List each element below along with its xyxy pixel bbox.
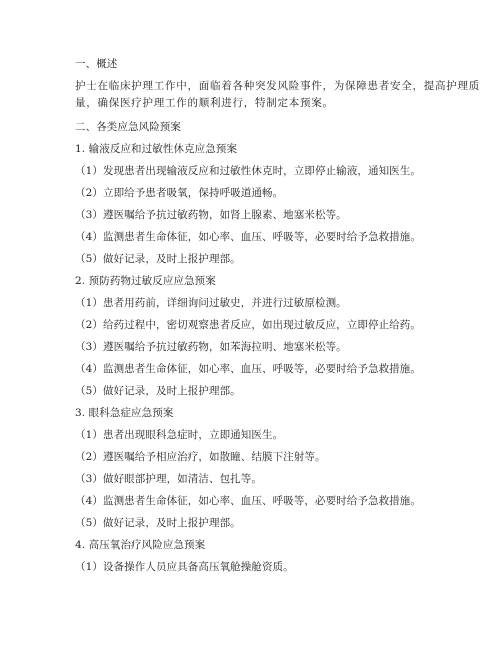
plan-3-item-4: （4）监测患者生命体征，如心率、血压、呼吸等，必要时给予急救措施。 <box>75 495 421 507</box>
plan-title-4: 4. 高压氧治疗风险应急预案 <box>75 539 206 551</box>
plan-1-item-4: （4）监测患者生命体征，如心率、血压、呼吸等，必要时给予急救措施。 <box>75 231 421 243</box>
section-heading-plans: 二、各类应急风险预案 <box>75 121 181 133</box>
plan-2-item-1: （1）患者用药前，详细询问过敏史，并进行过敏原检测。 <box>75 297 347 309</box>
plan-3-item-3: （3）做好眼部护理，如清洁、包扎等。 <box>75 473 262 485</box>
plan-4-item-1: （1）设备操作人员应具备高压氧舱操舱资质。 <box>75 561 294 573</box>
section-heading-overview: 一、概述 <box>75 58 118 70</box>
plan-2-item-3: （3）遵医嘱给予抗过敏药物，如苯海拉明、地塞米松等。 <box>75 341 347 353</box>
plan-1-item-2: （2）立即给予患者吸氧，保持呼吸道通畅。 <box>75 187 284 199</box>
plan-2-item-4: （4）监测患者生命体征，如心率、血压、呼吸等，必要时给予急救措施。 <box>75 363 421 375</box>
overview-paragraph-line-2: 量，确保医疗护理工作的顺利进行，特制定本预案。 <box>75 97 334 109</box>
overview-paragraph-line-1: 护士在临床护理工作中，面临着各种突发风险事件，为保障患者安全，提高护理质 <box>75 80 480 92</box>
plan-3-item-2: （2）遵医嘱给予相应治疗，如散瞳、结膜下注射等。 <box>75 451 326 463</box>
plan-1-item-5: （5）做好记录，及时上报护理部。 <box>75 253 241 265</box>
plan-2-item-5: （5）做好记录，及时上报护理部。 <box>75 385 241 397</box>
plan-title-3: 3. 眼科急症应急预案 <box>75 407 174 419</box>
plan-3-item-1: （1）患者出现眼科急症时，立即通知医生。 <box>75 429 284 441</box>
plan-title-1: 1. 输液反应和过敏性休克应急预案 <box>75 143 238 155</box>
plan-3-item-5: （5）做好记录，及时上报护理部。 <box>75 517 241 529</box>
plan-1-item-1: （1）发现患者出现输液反应和过敏性休克时，立即停止输液，通知医生。 <box>75 165 421 177</box>
plan-title-2: 2. 预防药物过敏反应应急预案 <box>75 275 216 287</box>
plan-2-item-2: （2）给药过程中，密切观察患者反应，如出现过敏反应，立即停止给药。 <box>75 319 421 331</box>
plan-1-item-3: （3）遵医嘱给予抗过敏药物，如肾上腺素、地塞米松等。 <box>75 209 347 221</box>
